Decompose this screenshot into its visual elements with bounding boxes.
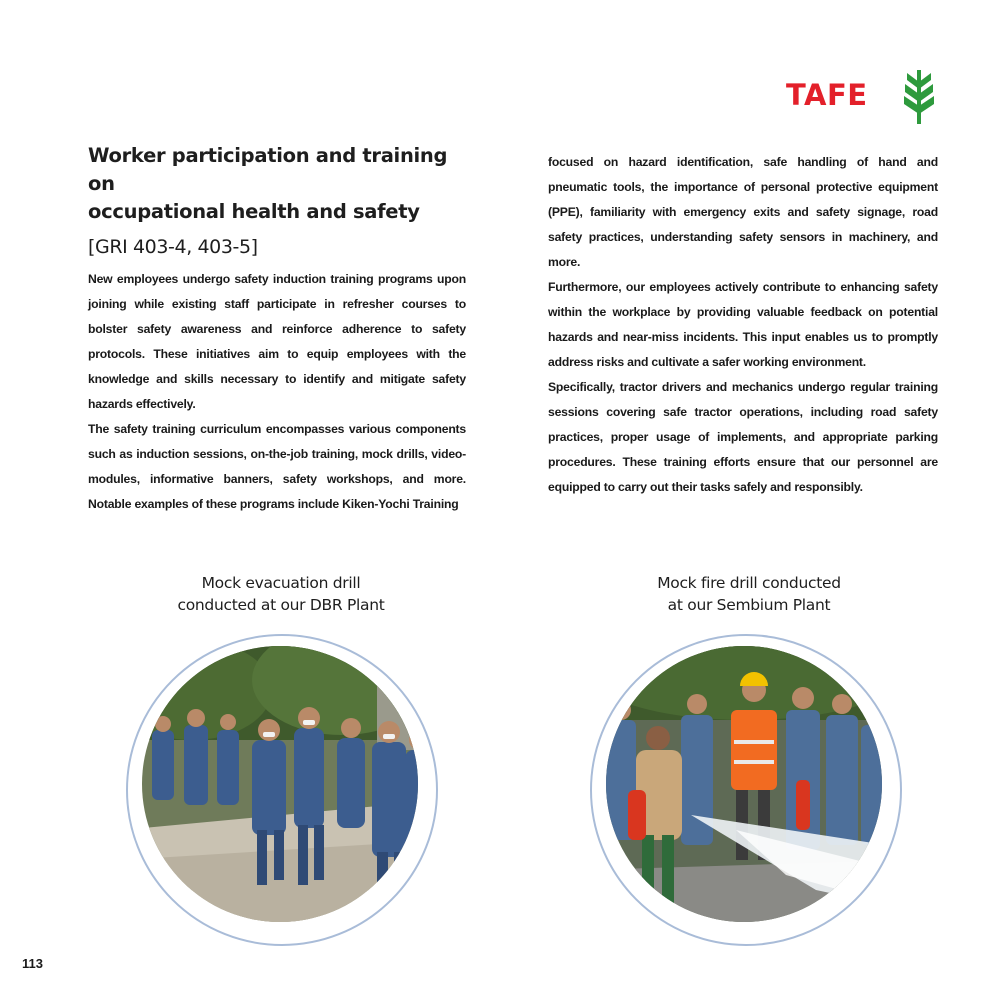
right-column bbox=[548, 150, 938, 500]
caption-line-2: at our Sembium Plant bbox=[667, 596, 831, 614]
photo-evacuation-drill bbox=[122, 630, 442, 950]
gri-reference: [GRI 403-4, 403-5] bbox=[88, 236, 258, 258]
logo-text: TAFE bbox=[786, 78, 868, 112]
section-title bbox=[88, 142, 466, 226]
paragraph: The safety training curriculum encompasses various components such as induction sessions, on-the-job training, mock drills, video-modules, informative banners, safety workshops, and more. Notable examples of these programs include Kiken-Yochi Training bbox=[88, 422, 466, 511]
photo-fire-drill bbox=[586, 630, 906, 950]
paragraph: Specifically, tractor drivers and mechanics undergo regular training sessions covering safe tractor operations, including road safety practices, proper usage of implements, and appropriate parking procedures. These training efforts ensure that our personnel are equipped to carry out their tasks safely and responsibly. bbox=[548, 380, 938, 494]
caption-line-2: conducted at our DBR Plant bbox=[177, 596, 385, 614]
left-column bbox=[88, 142, 466, 517]
evacuation-drill-image bbox=[122, 630, 442, 950]
photo-caption-fire-drill bbox=[599, 572, 899, 616]
tafe-logo bbox=[786, 66, 938, 126]
paragraph: New employees undergo safety induction training programs upon joining while existing staff participate in refresher courses to bolster safety awareness and reinforce adherence to safety protocols. These initiatives aim to equip employees with the knowledge and skills necessary to identify and mitigate safety hazards effectively. bbox=[88, 272, 466, 411]
photo-caption-evacuation bbox=[131, 572, 431, 616]
caption-line-1: Mock evacuation drill bbox=[201, 574, 361, 592]
caption-line-1: Mock fire drill conducted bbox=[657, 574, 841, 592]
paragraph: Furthermore, our employees actively contribute to enhancing safety within the workplace by providing valuable feedback on potential hazards and near-miss incidents. This input enables us to promptly address risks and cultivate a safer working environment. bbox=[548, 280, 938, 369]
fire-drill-image bbox=[586, 630, 906, 950]
title-line-2: occupational health and safety bbox=[88, 200, 420, 223]
title-line-1: Worker participation and training on bbox=[88, 144, 448, 195]
wheat-leaf-icon bbox=[900, 66, 938, 126]
paragraph: focused on hazard identification, safe handling of hand and pneumatic tools, the importance of personal protective equipment (PPE), familiarity with emergency exits and safety signage, road safety practices, understanding safety sensors in machinery, and more. bbox=[548, 155, 938, 269]
page-number: 113 bbox=[22, 956, 43, 971]
